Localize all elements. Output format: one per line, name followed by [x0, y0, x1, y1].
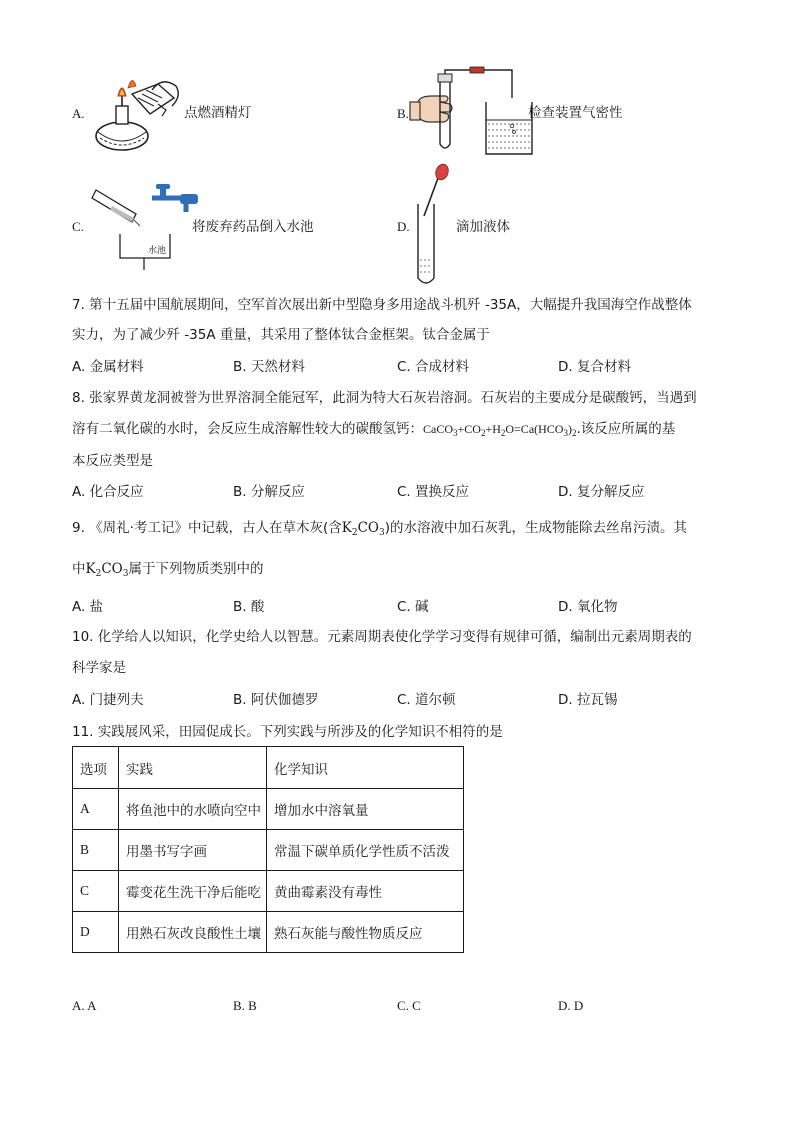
- q8-stem-line2-text: 溶有二氧化碳的水时，会反应生成溶解性较大的碳酸氢钙：: [72, 421, 423, 437]
- table-row: [73, 871, 464, 912]
- q9-option-b: B. 酸: [233, 599, 265, 615]
- table-cell-option: A: [73, 789, 119, 830]
- table-cell-option: D: [73, 912, 119, 953]
- q8-option-a: A. 化合反应: [72, 484, 144, 500]
- q10-option-a: A. 门捷列夫: [72, 692, 144, 708]
- k2co3-formula: $K_2CO_3$: [341, 520, 385, 538]
- q9-stem-line1: 9. 《周礼·考工记》中记载，古人在草木灰(含$K_2CO_3$)的水溶液中加石灰乳，生成物能除去丝帛污渍。其: [72, 520, 687, 538]
- table-cell-knowledge: 黄曲霉素没有毒性: [267, 871, 464, 912]
- q10-option-d: D. 拉瓦锡: [558, 692, 618, 708]
- q8-option-b: B. 分解反应: [233, 484, 305, 500]
- table-header-row: [73, 747, 464, 789]
- table-cell-practice: 用墨书写字画: [119, 830, 267, 871]
- q6-option-b-label: 检查装置气密性: [528, 105, 623, 121]
- table-row: [73, 912, 464, 953]
- q9-option-a: A. 盐: [72, 599, 104, 615]
- q6-option-c-letter: C.: [72, 219, 84, 234]
- q11-option-c: C. C: [397, 998, 421, 1013]
- dropper-test-tube-icon: [410, 164, 450, 290]
- q9-option-d: D. 氧化物: [558, 599, 618, 615]
- q7-stem-line2: 实力，为了减少歼 -35A 重量，其采用了整体钛合金框架。钛合金属于: [72, 327, 490, 343]
- alcohol-lamp-lighting-icon: [92, 66, 184, 158]
- q8-stem-line2: 溶有二氧化碳的水时，会反应生成溶解性较大的碳酸氢钙：$CaCO_3+CO_2+H_2O=Ca(HCO_3)_2$.该反应所属的基: [72, 421, 676, 438]
- table-header-cell: 化学知识: [267, 747, 464, 789]
- q10-stem-line2: 科学家是: [72, 660, 126, 676]
- q10-option-b: B. 阿伏伽德罗: [233, 692, 319, 708]
- practice-knowledge-table: [72, 746, 464, 953]
- table-header-cell: 选项: [73, 747, 119, 789]
- q6-option-d-letter: D.: [397, 219, 410, 234]
- table-row: [73, 789, 464, 830]
- q7-option-a: A. 金属材料: [72, 359, 144, 375]
- q10-stem-line1: 10. 化学给人以知识，化学史给人以智慧。元素周期表使化学学习变得有规律可循，编制出元素周期表的: [72, 629, 692, 645]
- q11-option-a: A. A: [72, 998, 97, 1013]
- table-header-cell: 实践: [119, 747, 267, 789]
- table-cell-knowledge: 熟石灰能与酸性物质反应: [267, 912, 464, 953]
- q7-option-c: C. 合成材料: [397, 359, 470, 375]
- q6-option-d-label: 滴加液体: [456, 219, 510, 235]
- q11-option-b: B. B: [233, 998, 257, 1013]
- q7-option-b: B. 天然材料: [233, 359, 305, 375]
- sink-label: 水池: [148, 246, 167, 256]
- q6-option-a-letter: A.: [72, 106, 85, 121]
- q9-stem-line2: 中$K_2CO_3$属于下列物质类别中的: [72, 561, 264, 579]
- q6-option-c-label: 将废弃药品倒入水池: [192, 219, 314, 235]
- table-cell-option: B: [73, 830, 119, 871]
- q6-option-b-letter: B.: [397, 106, 409, 121]
- calcium-bicarbonate-equation: $CaCO_3+CO_2+H_2O=Ca(HCO_3)_2$: [423, 422, 577, 438]
- q8-option-d: D. 复分解反应: [558, 484, 645, 500]
- table-cell-option: C: [73, 871, 119, 912]
- table-row: [73, 830, 464, 871]
- q11-stem: 11. 实践展风采，田园促成长。下列实践与所涉及的化学知识不相符的是: [72, 724, 503, 740]
- q8-stem-line3: 本反应类型是: [72, 453, 153, 469]
- q11-option-d: D. D: [558, 998, 584, 1013]
- table-cell-knowledge: 增加水中溶氧量: [267, 789, 464, 830]
- q9-option-c: C. 碱: [397, 599, 429, 615]
- q7-option-d: D. 复合材料: [558, 359, 631, 375]
- table-cell-practice: 用熟石灰改良酸性土壤: [119, 912, 267, 953]
- q6-option-a-label: 点燃酒精灯: [184, 105, 252, 121]
- table-cell-practice: 将鱼池中的水喷向空中: [119, 789, 267, 830]
- q10-option-c: C. 道尔顿: [397, 692, 456, 708]
- k2co3-formula: $K_2CO_3$: [85, 561, 129, 579]
- airtightness-check-icon: [410, 68, 535, 160]
- q8-option-c: C. 置换反应: [397, 484, 470, 500]
- table-cell-knowledge: 常温下碳单质化学性质不活泼: [267, 830, 464, 871]
- table-cell-practice: 霉变花生洗干净后能吃: [119, 871, 267, 912]
- pour-waste-into-sink-icon: [92, 180, 202, 272]
- q8-stem-line1: 8. 张家界黄龙洞被誉为世界溶洞全能冠军，此洞为特大石灰岩溶洞。石灰岩的主要成分是碳酸钙，当遇到: [72, 390, 697, 406]
- q7-stem-line1: 7. 第十五届中国航展期间，空军首次展出新中型隐身多用途战斗机歼 -35A，大幅提升我国海空作战整体: [72, 297, 692, 313]
